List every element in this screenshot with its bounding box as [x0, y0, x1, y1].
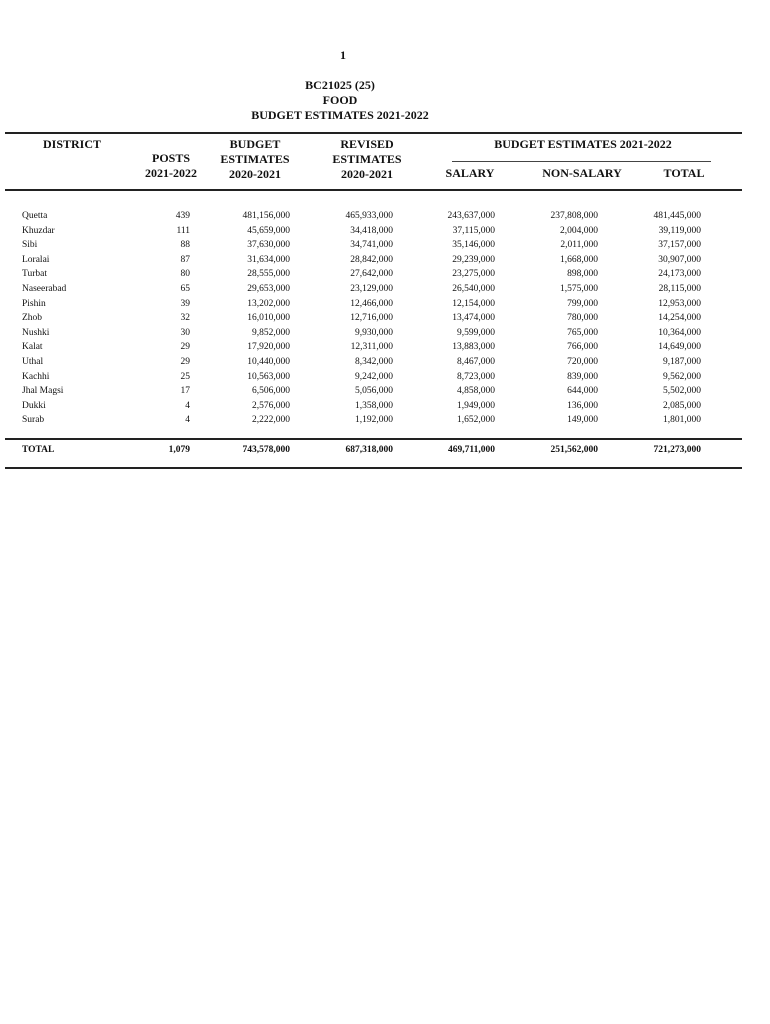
- header-re-line3: 2020-2021: [341, 167, 393, 181]
- cell-budget-estimates: 17,920,000: [247, 342, 290, 353]
- cell-revised-estimates: 1,358,000: [355, 400, 393, 411]
- cell-district: Pishin: [22, 298, 46, 309]
- header-total: TOTAL: [663, 166, 705, 180]
- cell-district: Kalat: [22, 342, 43, 353]
- cell-posts: 32: [180, 313, 190, 324]
- cell-salary: 243,637,000: [447, 211, 495, 221]
- cell-non-salary: 720,000: [567, 357, 598, 367]
- cell-district: Uthal: [22, 357, 44, 367]
- cell-revised-estimates: 12,716,000: [350, 313, 393, 324]
- table-row: [0, 370, 770, 385]
- cell-salary: 8,723,000: [457, 371, 495, 382]
- cell-posts: 25: [180, 371, 190, 382]
- table-top-rule: [5, 132, 742, 134]
- cell-non-salary: 2,004,000: [560, 225, 598, 236]
- cell-budget-estimates: 13,202,000: [247, 298, 290, 309]
- cell-salary: 37,115,000: [452, 225, 495, 236]
- cell-non-salary: 644,000: [567, 386, 598, 397]
- cell-district: Turbat: [22, 269, 47, 280]
- cell-revised-estimates: 27,642,000: [350, 269, 393, 280]
- cell-budget-estimates: 9,852,000: [252, 327, 290, 338]
- totals-revised-estimates: 687,318,000: [345, 445, 393, 455]
- header-posts: [132, 151, 210, 181]
- cell-district: Naseerabad: [22, 284, 67, 294]
- cell-budget-estimates: 10,440,000: [247, 357, 290, 367]
- cell-total: 39,119,000: [658, 225, 701, 236]
- header-salary: SALARY: [445, 166, 495, 180]
- header-be-line1: BUDGET: [229, 137, 281, 151]
- table-row: [0, 238, 770, 253]
- cell-posts: 111: [176, 225, 190, 236]
- cell-total: 2,085,000: [663, 400, 701, 411]
- cell-total: 30,907,000: [658, 254, 701, 265]
- cell-total: 9,562,000: [663, 371, 701, 382]
- cell-district: Loralai: [22, 254, 50, 265]
- cell-posts: 29: [180, 342, 190, 353]
- totals-salary: 469,711,000: [448, 445, 495, 455]
- cell-revised-estimates: 12,311,000: [350, 342, 393, 353]
- cell-total: 24,173,000: [658, 269, 701, 280]
- cell-district: Surab: [22, 415, 45, 426]
- cell-budget-estimates: 16,010,000: [247, 313, 290, 324]
- cell-salary: 9,599,000: [457, 327, 495, 338]
- cell-non-salary: 780,000: [567, 313, 598, 324]
- cell-revised-estimates: 23,129,000: [350, 284, 393, 294]
- header-non-salary: NON-SALARY: [542, 166, 622, 180]
- header-budget-estimates: [210, 137, 300, 182]
- cell-revised-estimates: 5,056,000: [355, 386, 393, 397]
- cell-salary: 13,474,000: [452, 313, 495, 324]
- table-row: [0, 355, 770, 370]
- cell-total: 10,364,000: [658, 327, 701, 338]
- cell-district: Dukki: [22, 400, 46, 411]
- cell-revised-estimates: 1,192,000: [355, 415, 393, 426]
- cell-posts: 4: [185, 415, 190, 426]
- cell-posts: 88: [180, 240, 190, 251]
- totals-budget-estimates: 743,578,000: [242, 445, 290, 455]
- table-row: [0, 209, 770, 224]
- table-row: [0, 267, 770, 282]
- cell-total: 37,157,000: [658, 240, 701, 251]
- header-revised-estimates: [322, 137, 412, 182]
- table-row: [0, 384, 770, 399]
- cell-budget-estimates: 481,156,000: [242, 211, 290, 221]
- cell-budget-estimates: 2,576,000: [252, 400, 290, 411]
- cell-total: 9,187,000: [663, 357, 701, 367]
- cell-non-salary: 765,000: [567, 327, 598, 338]
- header-be-line2: ESTIMATES: [220, 152, 290, 166]
- cell-budget-estimates: 10,563,000: [247, 371, 290, 382]
- cell-district: Zhob: [22, 313, 43, 324]
- cell-revised-estimates: 9,930,000: [355, 327, 393, 338]
- totals-posts: 1,079: [168, 445, 190, 455]
- cell-budget-estimates: 31,634,000: [247, 254, 290, 265]
- cell-posts: 87: [180, 254, 190, 265]
- cell-total: 5,502,000: [663, 386, 701, 397]
- group-underline: [452, 161, 711, 162]
- cell-salary: 1,949,000: [457, 400, 495, 411]
- cell-salary: 8,467,000: [457, 357, 495, 367]
- header-re-line1: REVISED: [340, 137, 394, 151]
- cell-revised-estimates: 28,842,000: [350, 254, 393, 265]
- cell-non-salary: 149,000: [567, 415, 598, 426]
- cell-district: Kachhi: [22, 371, 50, 382]
- document-title: BUDGET ESTIMATES 2021-2022: [251, 108, 429, 122]
- cell-revised-estimates: 465,933,000: [345, 211, 393, 221]
- cell-salary: 35,146,000: [452, 240, 495, 251]
- table-row: [0, 282, 770, 297]
- cell-posts: 65: [180, 284, 190, 294]
- cell-salary: 4,858,000: [457, 386, 495, 397]
- cell-district: Sibi: [22, 240, 38, 251]
- cell-budget-estimates: 29,653,000: [247, 284, 290, 294]
- cell-posts: 4: [185, 400, 190, 411]
- totals-total: 721,273,000: [653, 445, 701, 455]
- cell-district: Nushki: [22, 327, 50, 338]
- table-row: [0, 297, 770, 312]
- table-row: [0, 413, 770, 428]
- cell-posts: 29: [180, 357, 190, 367]
- table-row: [0, 311, 770, 326]
- cell-revised-estimates: 9,242,000: [355, 371, 393, 382]
- cell-revised-estimates: 12,466,000: [350, 298, 393, 309]
- cell-budget-estimates: 28,555,000: [247, 269, 290, 280]
- cell-non-salary: 237,808,000: [550, 211, 598, 221]
- cell-non-salary: 839,000: [567, 371, 598, 382]
- header-bottom-rule: [5, 189, 742, 191]
- cell-posts: 30: [180, 327, 190, 338]
- header-district: DISTRICT: [42, 137, 102, 151]
- header-be-line3: 2020-2021: [229, 167, 281, 181]
- cell-budget-estimates: 2,222,000: [252, 415, 290, 426]
- header-posts-line1: POSTS: [151, 151, 190, 165]
- cell-district: Jhal Magsi: [22, 386, 64, 397]
- table-row: [0, 399, 770, 414]
- cell-revised-estimates: 34,418,000: [350, 225, 393, 236]
- header-re-line2: ESTIMATES: [332, 152, 402, 166]
- header-group-title: BUDGET ESTIMATES 2021-2022: [494, 137, 672, 151]
- table-row: [0, 224, 770, 239]
- cell-non-salary: 1,575,000: [560, 284, 598, 294]
- cell-budget-estimates: 6,506,000: [252, 386, 290, 397]
- cell-budget-estimates: 37,630,000: [247, 240, 290, 251]
- table-bottom-rule: [5, 467, 742, 469]
- cell-salary: 13,883,000: [452, 342, 495, 353]
- cell-non-salary: 136,000: [567, 400, 598, 411]
- totals-non-salary: 251,562,000: [550, 445, 598, 455]
- totals-row: [0, 443, 770, 458]
- cell-salary: 29,239,000: [452, 254, 495, 265]
- cell-district: Khuzdar: [22, 225, 55, 236]
- table-row: [0, 253, 770, 268]
- table-row: [0, 340, 770, 355]
- budget-code: BC21025 (25): [305, 78, 375, 92]
- cell-posts: 17: [180, 386, 190, 397]
- totals-label: TOTAL: [22, 445, 55, 455]
- table-row: [0, 326, 770, 341]
- document-header: [0, 78, 680, 123]
- cell-total: 28,115,000: [658, 284, 701, 294]
- cell-non-salary: 799,000: [567, 298, 598, 309]
- cell-revised-estimates: 34,741,000: [350, 240, 393, 251]
- cell-posts: 80: [180, 269, 190, 280]
- totals-top-rule: [5, 438, 742, 440]
- cell-revised-estimates: 8,342,000: [355, 357, 393, 367]
- department-name: FOOD: [322, 93, 358, 107]
- cell-total: 12,953,000: [658, 298, 701, 309]
- cell-non-salary: 766,000: [567, 342, 598, 353]
- cell-non-salary: 1,668,000: [560, 254, 598, 265]
- cell-salary: 23,275,000: [452, 269, 495, 280]
- cell-budget-estimates: 45,659,000: [247, 225, 290, 236]
- cell-non-salary: 2,011,000: [560, 240, 598, 251]
- cell-non-salary: 898,000: [567, 269, 598, 280]
- header-posts-line2: 2021-2022: [145, 166, 197, 180]
- cell-salary: 26,540,000: [452, 284, 495, 294]
- cell-total: 14,254,000: [658, 313, 701, 324]
- cell-posts: 439: [175, 211, 190, 221]
- cell-total: 481,445,000: [653, 211, 701, 221]
- cell-posts: 39: [180, 298, 190, 309]
- cell-salary: 12,154,000: [452, 298, 495, 309]
- cell-total: 14,649,000: [658, 342, 701, 353]
- cell-salary: 1,652,000: [457, 415, 495, 426]
- page-number: 1: [340, 48, 346, 62]
- cell-total: 1,801,000: [663, 415, 701, 426]
- cell-district: Quetta: [22, 211, 48, 221]
